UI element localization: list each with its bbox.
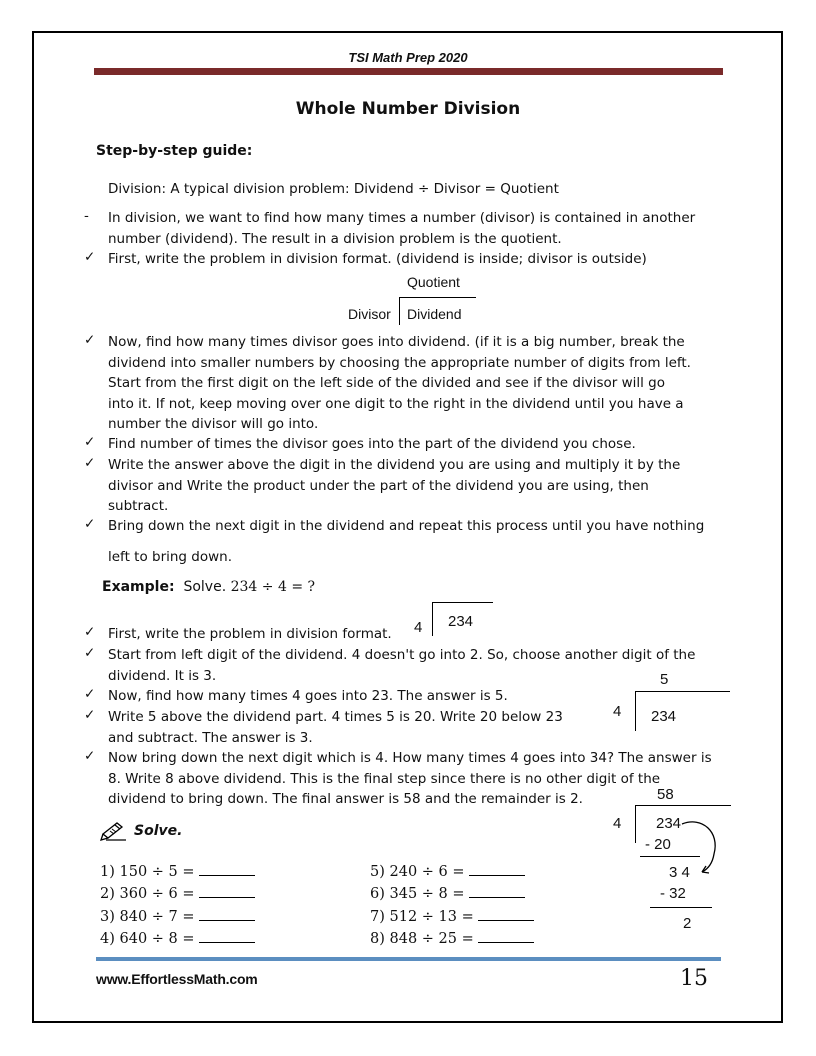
checkmark-icon: ✓ xyxy=(84,686,96,702)
format-bar xyxy=(400,297,476,298)
example-step-3: Now, find how many times 4 goes into 23. The answer is 5. xyxy=(108,688,508,704)
page-number: 15 xyxy=(680,966,708,991)
diagram3-dividend: 234 xyxy=(656,815,682,832)
answer-blank[interactable] xyxy=(469,861,525,876)
guide-heading: Step-by-step guide: xyxy=(96,143,253,159)
diagram3-quotient: 58 xyxy=(657,786,674,803)
guide-bullet-3: Now, find how many times divisor goes into dividend. (if it is a big number, break the dividend into smaller numbers by choosing the appropriate number of digits from left. Start from the first digit on the left side of the divided and see if the divisor will go into it. If not, keep moving over one digit to the right in the dividend until you have a number the divisor will go into. xyxy=(108,334,691,432)
example-expression: 234 ÷ 4 = ? xyxy=(230,579,316,595)
problem-1: 1) 150 ÷ 5 = xyxy=(100,861,255,880)
guide-bullet-4: Find number of times the divisor goes into the part of the dividend you chose. xyxy=(108,436,636,452)
guide-bullet-5: Write the answer above the digit in the dividend you are using and multiply it by the divisor and Write the product under the part of the dividend you are using, then subtract. xyxy=(108,457,681,514)
checkmark-icon: ✓ xyxy=(84,645,96,661)
header-divider xyxy=(94,68,723,75)
format-quotient: Quotient xyxy=(407,274,460,290)
diagram3-subtract-20: - 20 xyxy=(645,836,671,853)
example-step-5: Now bring down the next digit which is 4. How many times 4 goes into 34? The answer is 8. Write 8 above dividend. This is the final step since there is no other digit of the dividend to bring down. The final answer is 58 and the remainder is 2. xyxy=(108,750,712,807)
checkmark-icon: ✓ xyxy=(84,748,96,764)
example-step-1: First, write the problem in division format. xyxy=(108,626,392,642)
footer-website[interactable]: www.EffortlessMath.com xyxy=(96,971,258,987)
problem-3: 3) 840 ÷ 7 = xyxy=(100,906,255,925)
answer-blank[interactable] xyxy=(199,861,255,876)
footer-divider xyxy=(96,957,721,961)
header-title: TSI Math Prep 2020 xyxy=(348,50,468,65)
diagram2-dividend: 234 xyxy=(651,708,677,725)
answer-blank[interactable] xyxy=(199,928,255,943)
checkmark-icon: ✓ xyxy=(84,434,96,450)
dash-icon: - xyxy=(84,208,89,224)
diagram3-bring-down: 3 4 xyxy=(669,864,690,881)
answer-blank[interactable] xyxy=(199,883,255,898)
diagram1-dividend: 234 xyxy=(448,613,474,630)
answer-blank[interactable] xyxy=(478,928,534,943)
guide-bullet-2: First, write the problem in division format. (dividend is inside; divisor is outside) xyxy=(108,251,647,267)
answer-blank[interactable] xyxy=(199,906,255,921)
problem-2: 2) 360 ÷ 6 = xyxy=(100,883,255,902)
checkmark-icon: ✓ xyxy=(84,332,96,348)
format-divisor: Divisor xyxy=(348,306,391,322)
checkmark-icon: ✓ xyxy=(84,455,96,471)
pencil-writing-icon xyxy=(100,819,128,841)
guide-bullet-6: Bring down the next digit in the dividend and repeat this process until you have nothing left to bring down. xyxy=(108,518,705,565)
problem-7: 7) 512 ÷ 13 = xyxy=(370,906,534,925)
guide-bullet-1: In division, we want to find how many times a number (divisor) is contained in another number (dividend). The result in a division problem is the quotient. xyxy=(108,210,696,247)
example-step-2: Start from left digit of the dividend. 4 doesn't go into 2. So, choose another digit of the dividend. It is 3. xyxy=(108,647,696,684)
checkmark-icon: ✓ xyxy=(84,249,96,265)
checkmark-icon: ✓ xyxy=(84,516,96,532)
format-bracket xyxy=(399,297,400,325)
diagram1-divisor: 4 xyxy=(414,619,423,636)
bring-down-arrow-icon xyxy=(676,818,720,878)
answer-blank[interactable] xyxy=(469,883,525,898)
checkmark-icon: ✓ xyxy=(84,624,96,640)
diagram3-remainder: 2 xyxy=(683,915,692,932)
diagram3-subtract-32: - 32 xyxy=(660,885,686,902)
page-title: Whole Number Division xyxy=(295,99,521,119)
problem-5: 5) 240 ÷ 6 = xyxy=(370,861,525,880)
guide-intro: Division: A typical division problem: Dividend ÷ Divisor = Quotient xyxy=(108,181,559,197)
example-step-4: Write 5 above the dividend part. 4 times 5 is 20. Write 20 below 23 and subtract. The answer is 3. xyxy=(108,709,563,746)
problem-4: 4) 640 ÷ 8 = xyxy=(100,928,255,947)
format-dividend: Dividend xyxy=(407,306,462,322)
example-heading: Example: Solve. 234 ÷ 4 = ? xyxy=(102,579,316,595)
problem-8: 8) 848 ÷ 25 = xyxy=(370,928,534,947)
problem-6: 6) 345 ÷ 8 = xyxy=(370,883,525,902)
diagram2-quotient: 5 xyxy=(660,671,669,688)
answer-blank[interactable] xyxy=(478,906,534,921)
diagram3-divisor: 4 xyxy=(613,815,622,832)
checkmark-icon: ✓ xyxy=(84,707,96,723)
solve-heading: Solve. xyxy=(134,823,183,839)
diagram2-divisor: 4 xyxy=(613,703,622,720)
